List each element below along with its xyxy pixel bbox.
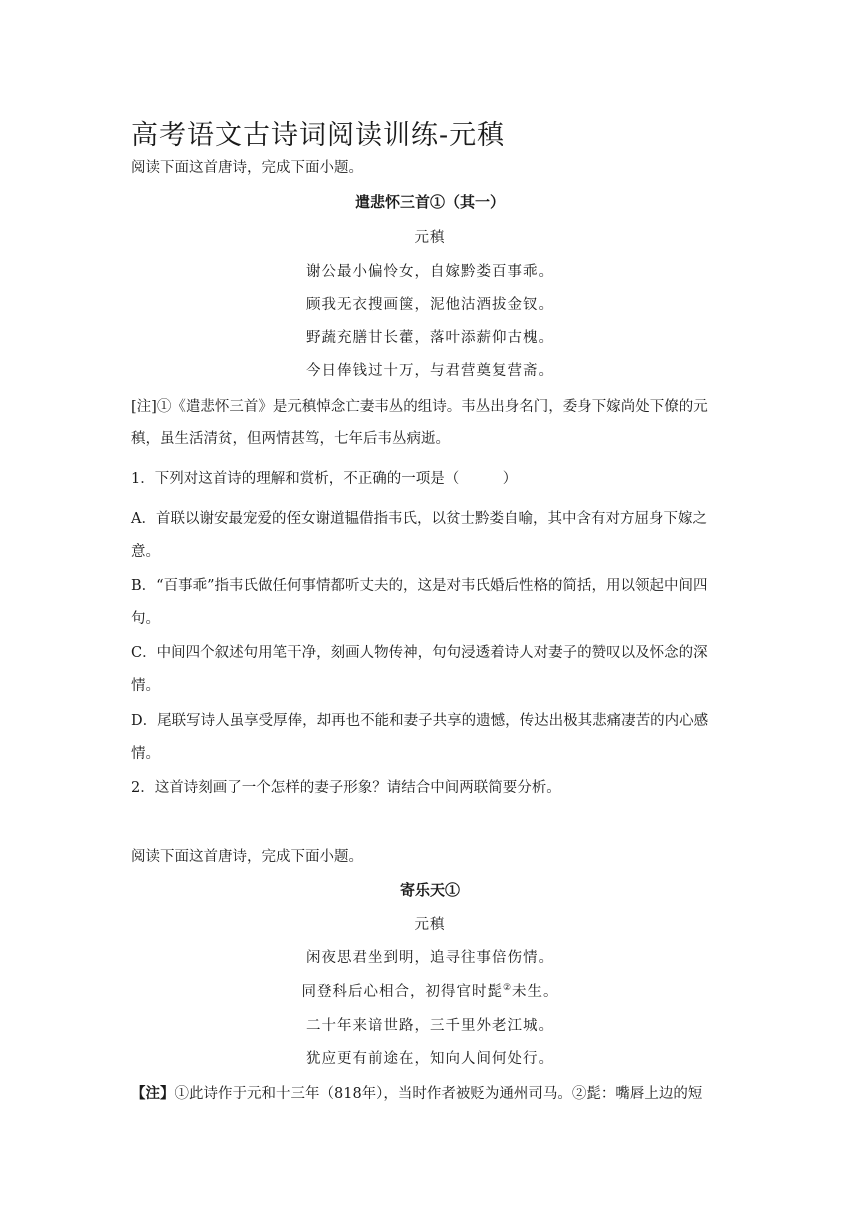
poem2-title: 寄乐天① [399,881,460,899]
question-2: 2．这首诗刻画了一个怎样的妻子形象？请结合中间两联简要分析。 [131,780,561,796]
poem2-note [131,1082,702,1103]
poem2-line-4: 犹应更有前途在，知向人间何处行。 [306,1051,554,1067]
poem1-line-3: 野蔬充膳甘长藿，落叶添薪仰古槐。 [306,330,554,346]
note-label: 【注】 [131,1085,175,1102]
section1-intro: 阅读下面这首唐诗，完成下面小题。 [131,160,363,176]
note-text: ①此诗作于元和十三年（818年），当时作者被贬为通州司马。②髭：嘴唇上边的短 [174,1086,703,1102]
poem1-line-1: 谢公最小偏怜女，自嫁黔娄百事乖。 [306,264,554,280]
option-d-line-2: 情。 [131,746,160,762]
option-b-line-2: 句。 [131,611,160,627]
poem1-line-2: 顾我无衣搜画箧，泥他沽酒拔金钗。 [306,297,554,313]
section2-intro: 阅读下面这首唐诗，完成下面小题。 [131,849,363,865]
poem1-note-line-2: 稹，虽生活清贫，但两情甚笃，七年后韦丛病逝。 [131,431,450,447]
option-c-line-2: 情。 [131,678,160,694]
poem1-author: 元稹 [414,230,446,246]
option-a-line-1: A．首联以谢安最宠爱的侄女谢道韫借指韦氏，以贫士黔娄自喻，其中含有对方屈身下嫁之 [131,511,707,527]
poem2-line-1: 闲夜思君坐到明，追寻往事倍伤情。 [306,950,554,966]
option-d-line-1: D．尾联写诗人虽享受厚俸，却再也不能和妻子共享的遗憾，传达出极其悲痛凄苦的内心感 [131,713,709,729]
footnote-marker-2: ② [502,983,513,993]
document-title: 高考语文古诗词阅读训练-元稹 [131,120,506,151]
poem2-line-3: 二十年来谙世路，三千里外老江城。 [306,1018,554,1034]
poem1-title: 遣悲怀三首①（其一） [354,193,505,211]
poem2-line-2-part-b: 未生。 [512,984,559,1000]
poem1-note-line-1: [注]①《遣悲怀三首》是元稹悼念亡妻韦丛的组诗。韦丛出身名门，委身下嫁尚处下僚的元 [131,399,708,415]
poem2-line-2 [0,980,860,1001]
question-1: 1．下列对这首诗的理解和赏析，不正确的一项是（ ） [131,471,518,487]
option-c-line-1: C．中间四个叙述句用笔干净，刻画人物传神，句句浸透着诗人对妻子的赞叹以及怀念的深 [131,645,708,661]
poem2-line-2-part-a: 同登科后心相合，初得官时髭 [301,984,503,1000]
poem1-line-4: 今日俸钱过十万，与君营奠复营斋。 [306,363,554,379]
option-a-line-2: 意。 [131,544,160,560]
poem2-author: 元稹 [414,917,446,933]
option-b-line-1: B．“百事乖”指韦氏做任何事情都听丈夫的，这是对韦氏婚后性格的简括，用以领起中间四 [131,578,708,594]
